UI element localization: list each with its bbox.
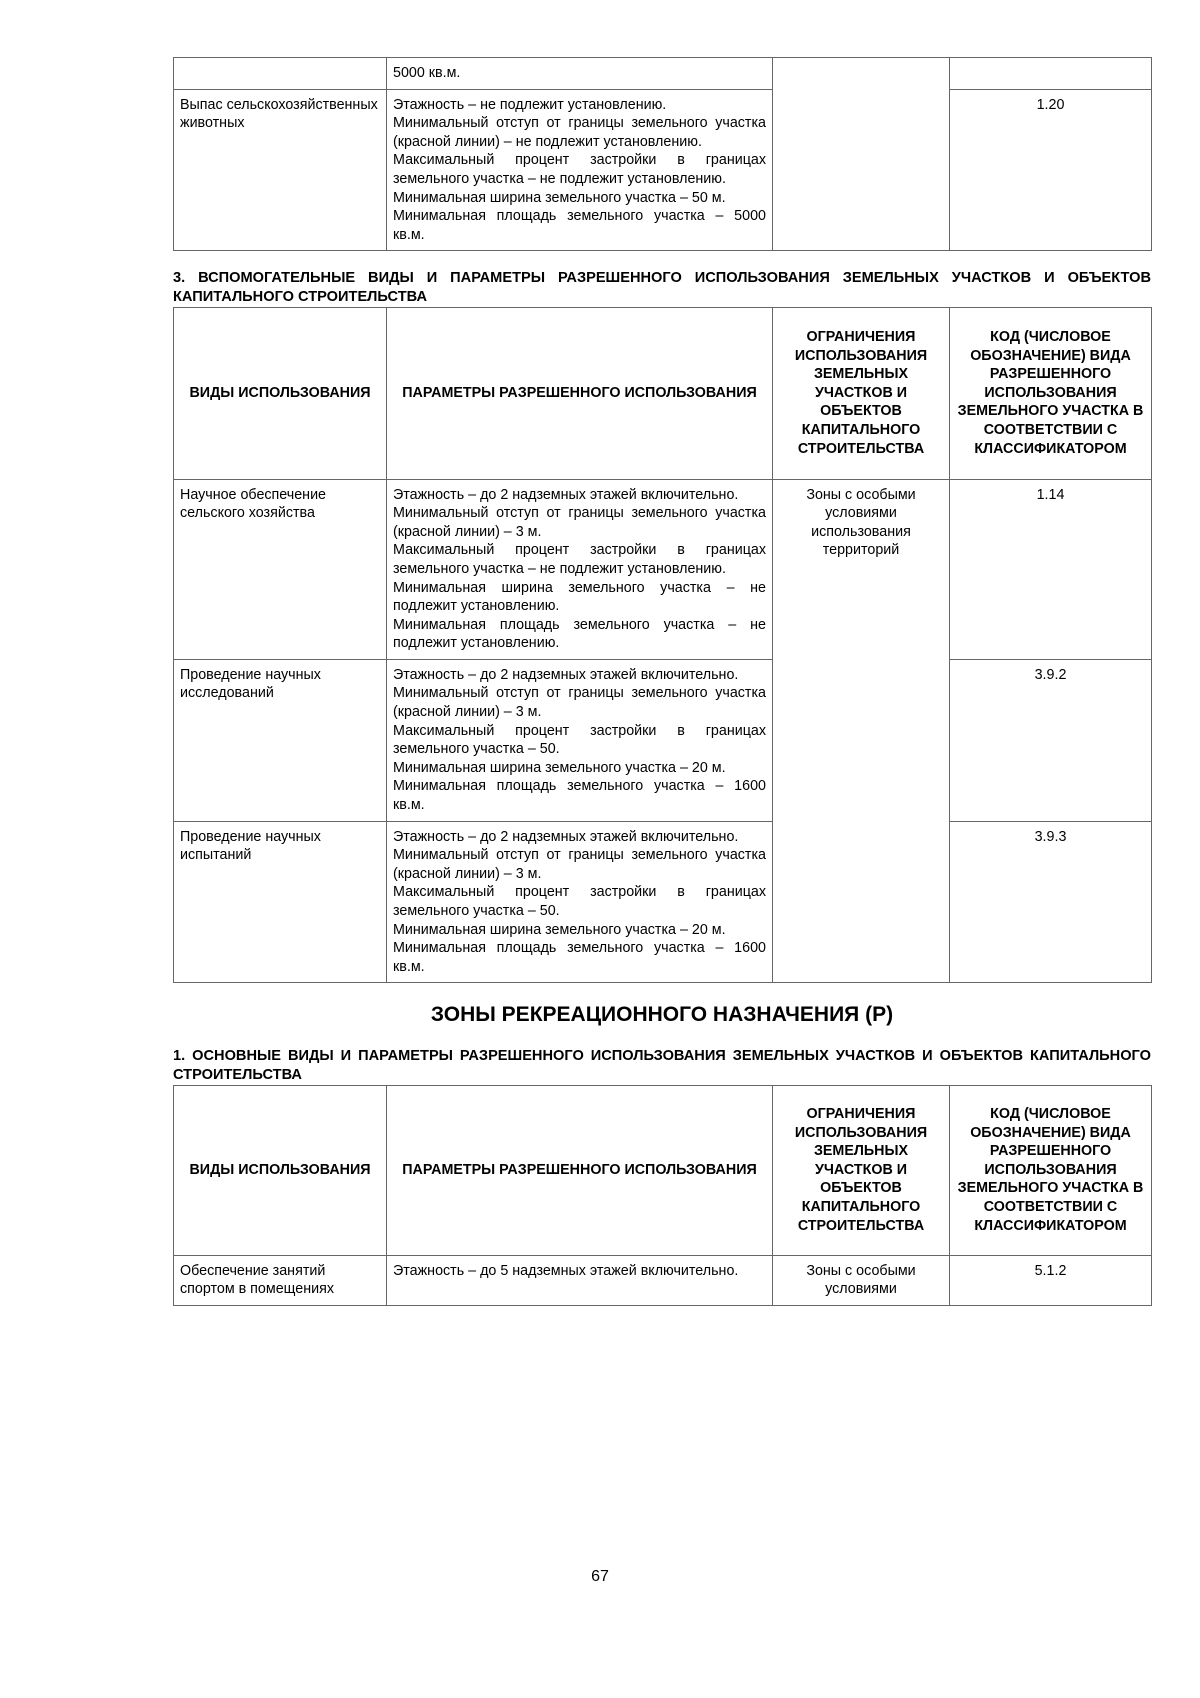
continuation-table	[173, 57, 1152, 251]
header-limits: ОГРАНИЧЕНИЯ ИСПОЛЬЗОВАНИЯ ЗЕМЕЛЬНЫХ УЧАСТКОВ И ОБЪЕКТОВ КАПИТАЛЬНОГО СТРОИТЕЛЬСТВА	[773, 307, 950, 479]
param-line: Минимальная площадь земельного участка – 1600 кв.м.	[393, 778, 766, 814]
param-line: Минимальный отступ от границы земельного участка (красной линии) – не подлежит установлению.	[393, 115, 766, 150]
kind-cell: Выпас сельскохозяйственных животных	[174, 89, 387, 251]
params-cell	[387, 659, 773, 821]
header-code: КОД (ЧИСЛОВОЕ ОБОЗНАЧЕНИЕ) ВИДА РАЗРЕШЕННОГО ИСПОЛЬЗОВАНИЯ ЗЕМЕЛЬНОГО УЧАСТКА В СООТВЕТСТВИИ С КЛАССИФИКАТОРОМ	[950, 1085, 1152, 1255]
param-line: 5000 кв.м.	[393, 65, 461, 81]
primary-uses-table	[173, 1085, 1152, 1306]
param-line: Минимальная ширина земельного участка – 50 м.	[393, 189, 726, 206]
code-cell	[950, 58, 1152, 90]
limits-cell: Зоны с особыми условиями использования территорий	[773, 479, 950, 983]
table-row	[174, 89, 1152, 251]
param-line: Этажность – до 2 надземных этажей включительно.	[393, 666, 739, 683]
kind-cell: Проведение научных испытаний	[174, 821, 387, 983]
header-params: ПАРАМЕТРЫ РАЗРЕШЕННОГО ИСПОЛЬЗОВАНИЯ	[387, 1085, 773, 1255]
param-line: Этажность – до 2 надземных этажей включительно.	[393, 486, 739, 503]
header-row	[174, 307, 1152, 479]
param-line: Максимальный процент застройки в границах земельного участка – 50.	[393, 722, 766, 758]
header-row	[174, 1085, 1152, 1255]
table-row	[174, 821, 1152, 983]
auxiliary-uses-table	[173, 307, 1152, 984]
param-line: Минимальный отступ от границы земельного участка (красной линии) – 3 м.	[393, 505, 766, 540]
header-code: КОД (ЧИСЛОВОЕ ОБОЗНАЧЕНИЕ) ВИДА РАЗРЕШЕННОГО ИСПОЛЬЗОВАНИЯ ЗЕМЕЛЬНОГО УЧАСТКА В СООТВЕТСТВИИ С КЛАССИФИКАТОРОМ	[950, 307, 1152, 479]
param-line: Минимальный отступ от границы земельного участка (красной линии) – 3 м.	[393, 685, 766, 721]
limits-cell	[773, 58, 950, 251]
param-line: Этажность – до 5 надземных этажей включительно.	[393, 1262, 739, 1279]
header-limits: ОГРАНИЧЕНИЯ ИСПОЛЬЗОВАНИЯ ЗЕМЕЛЬНЫХ УЧАСТКОВ И ОБЪЕКТОВ КАПИТАЛЬНОГО СТРОИТЕЛЬСТВА	[773, 1085, 950, 1255]
param-line: Этажность – не подлежит установлению.	[393, 96, 667, 113]
param-line: Минимальный отступ от границы земельного участка (красной линии) – 3 м.	[393, 847, 766, 882]
params-cell	[387, 89, 773, 251]
code-cell: 1.14	[950, 479, 1152, 659]
code-cell: 5.1.2	[950, 1255, 1152, 1305]
document-page	[173, 57, 1151, 1306]
table-row	[174, 659, 1152, 821]
code-cell: 3.9.2	[950, 659, 1152, 821]
table-row	[174, 58, 1152, 90]
section-heading: 1. ОСНОВНЫЕ ВИДЫ И ПАРАМЕТРЫ РАЗРЕШЕННОГО ИСПОЛЬЗОВАНИЯ ЗЕМЕЛЬНЫХ УЧАСТКОВ И ОБЪЕКТОВ КАПИТАЛЬНОГО СТРОИТЕЛЬСТВА	[173, 1048, 1151, 1083]
param-line: Минимальная ширина земельного участка – не подлежит установлению.	[393, 579, 766, 615]
section-heading: 3. ВСПОМОГАТЕЛЬНЫЕ ВИДЫ И ПАРАМЕТРЫ РАЗРЕШЕННОГО ИСПОЛЬЗОВАНИЯ ЗЕМЕЛЬНЫХ УЧАСТКОВ И ОБЪЕКТОВ КАПИТАЛЬНОГО СТРОИТЕЛЬСТВА	[173, 270, 1151, 305]
code-cell: 1.20	[950, 89, 1152, 251]
param-line: Минимальная площадь земельного участка – 1600 кв.м.	[393, 940, 766, 975]
table-row	[174, 479, 1152, 659]
param-line: Минимальная ширина земельного участка – 20 м.	[393, 921, 726, 938]
header-kind: ВИДЫ ИСПОЛЬЗОВАНИЯ	[174, 307, 387, 479]
header-params: ПАРАМЕТРЫ РАЗРЕШЕННОГО ИСПОЛЬЗОВАНИЯ	[387, 307, 773, 479]
params-cell	[387, 1255, 773, 1305]
param-line: Минимальная ширина земельного участка – 20 м.	[393, 759, 726, 776]
header-kind: ВИДЫ ИСПОЛЬЗОВАНИЯ	[174, 1085, 387, 1255]
table-row	[174, 1255, 1152, 1305]
code-cell: 3.9.3	[950, 821, 1152, 983]
params-cell	[387, 821, 773, 983]
zone-title: ЗОНЫ РЕКРЕАЦИОННОГО НАЗНАЧЕНИЯ (Р)	[430, 1003, 894, 1027]
params-cell	[387, 58, 773, 90]
params-cell	[387, 479, 773, 659]
param-line: Минимальная площадь земельного участка – не подлежит установлению.	[393, 616, 766, 652]
kind-cell: Научное обеспечение сельского хозяйства	[174, 479, 387, 659]
param-line: Максимальный процент застройки в границах земельного участка – 50.	[393, 884, 766, 919]
limits-cell: Зоны с особыми условиями	[773, 1255, 950, 1305]
param-line: Максимальный процент застройки в границах земельного участка – не подлежит установлению.	[393, 152, 766, 187]
param-line: Максимальный процент застройки в границах земельного участка – не подлежит установлению.	[393, 542, 766, 577]
param-line: Этажность – до 2 надземных этажей включительно.	[393, 828, 739, 845]
param-line: Минимальная площадь земельного участка – 5000 кв.м.	[393, 208, 766, 243]
kind-cell	[174, 58, 387, 90]
kind-cell: Обеспечение занятий спортом в помещениях	[174, 1255, 387, 1305]
kind-cell: Проведение научных исследований	[174, 659, 387, 821]
page-number: 67	[591, 1568, 609, 1585]
